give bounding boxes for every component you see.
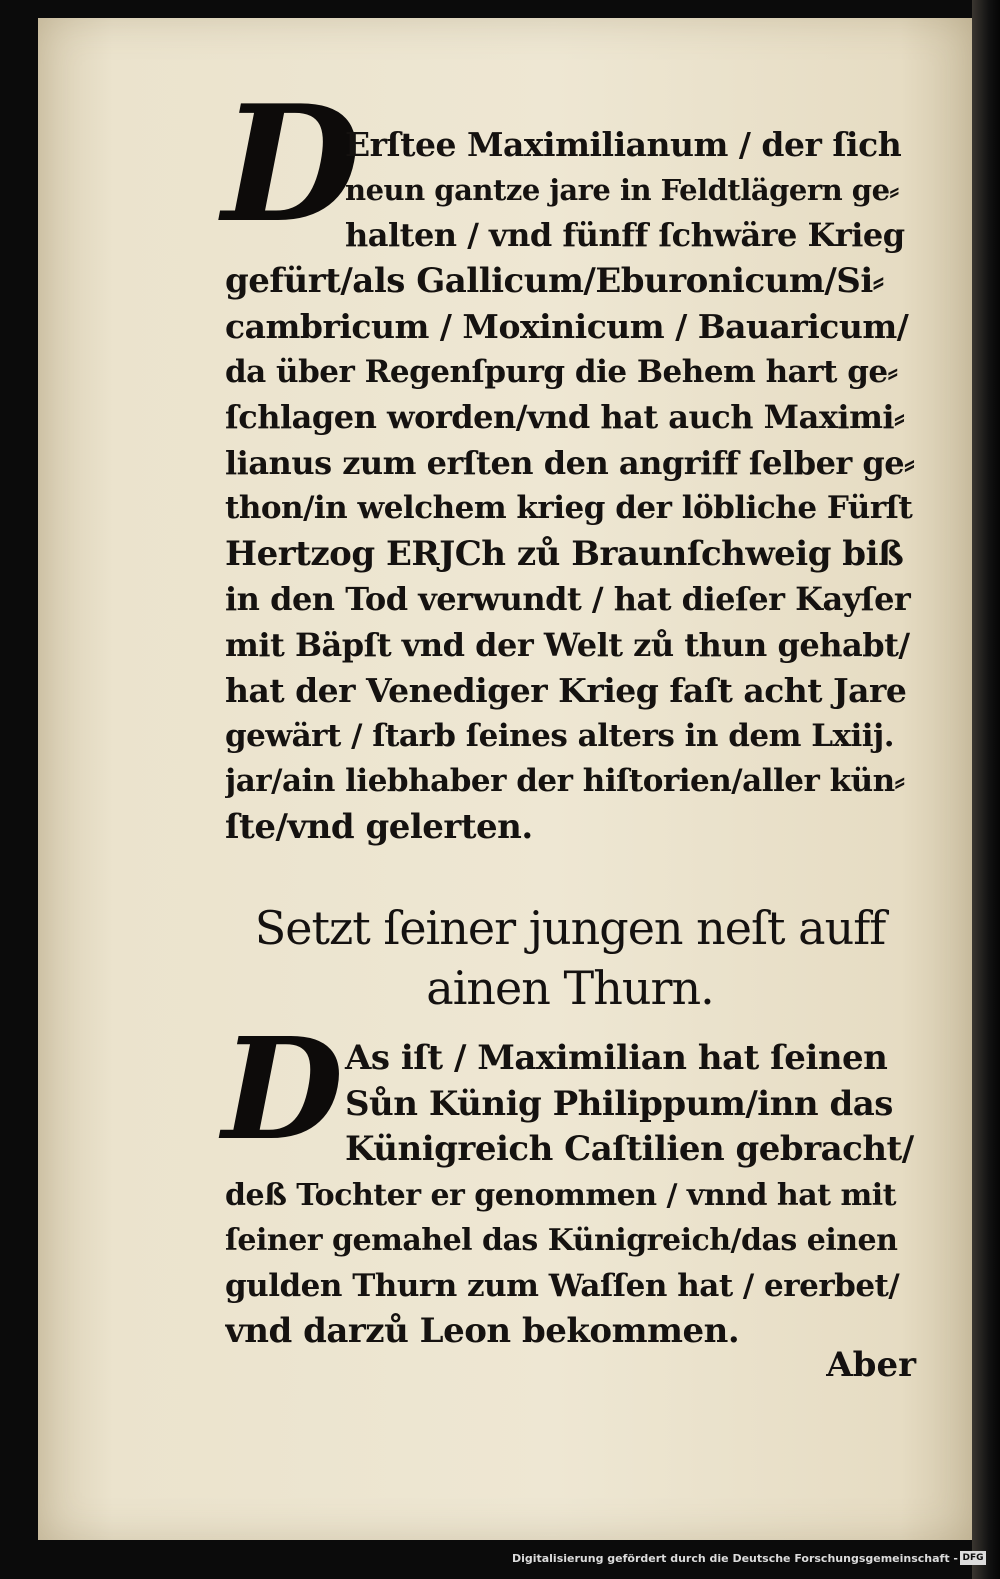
text-line: lianus zum erſten den angriff ſelber ge⸗: [225, 443, 915, 482]
heading-line-1: Setzt ſeiner jungen neſt auff: [254, 901, 886, 955]
text-line: gewärt / ſtarb ſeines alters in dem Lxiij.: [225, 717, 895, 754]
text-line: gulden Thurn zum Waſſen hat / ererbet/: [225, 1267, 900, 1304]
paragraph-2: [225, 1036, 915, 1355]
heading-line-2: ainen Thurn.: [426, 961, 714, 1015]
dfg-logo: DFG: [960, 1551, 986, 1565]
text-line: Hertzog ERJCh zů Braunſchweig biß: [225, 533, 904, 574]
text-line: halten / vnd fünff ſchwäre Krieg: [345, 216, 905, 254]
text-line: As iſt / Maximilian hat ſeinen: [345, 1038, 888, 1078]
text-line: deß Tochter er genommen / vnnd hat mit: [225, 1177, 896, 1213]
text-line: hat der Venediger Krieg faſt acht Jare: [225, 671, 907, 710]
text-line: cambricum / Moxinicum / Bauaricum/: [225, 307, 909, 346]
text-line: ſchlagen worden/vnd hat auch Maximi⸗: [225, 398, 905, 436]
text-line: ſte/vnd gelerten.: [225, 806, 533, 847]
section-heading: [220, 898, 920, 1018]
decorated-initial-2: D: [222, 1008, 344, 1172]
book-gutter: [972, 0, 1000, 1579]
decorated-initial-1: D: [222, 70, 361, 258]
text-line: da über Regenſpurg die Behem hart ge⸗: [225, 353, 898, 390]
text-line: Künigreich Caſtilien gebracht/: [345, 1129, 914, 1169]
text-line: vnd darzů Leon bekommen.: [225, 1311, 740, 1351]
digitization-credit: Digitalisierung gefördert durch die Deutsche Forschungsgemeinschaft -: [511, 1552, 958, 1565]
text-line: gefürt/als Gallicum/Eburonicum/Si⸗: [225, 260, 884, 301]
text-line: ſeiner gemahel das Künigreich/das einen: [225, 1223, 898, 1258]
paragraph-1: [225, 122, 915, 850]
text-line: in den Tod verwundt / hat dieſer Kayſer: [225, 580, 911, 618]
catchword: Aber: [826, 1345, 916, 1385]
text-line: Sůn Künig Philippum/inn das: [345, 1083, 893, 1124]
text-line: jar/ain liebhaber der hiſtorien/aller kün⸗: [225, 763, 905, 799]
text-line: mit Bäpſt vnd der Welt zů thun gehabt/: [225, 625, 910, 664]
text-line: Erſtee Maximilianum / der ſich: [345, 125, 902, 164]
text-line: thon/in welchem krieg der löbliche Fürſt: [225, 490, 913, 526]
text-line: neun gantze jare in Feldtlägern ge⸗: [345, 172, 899, 207]
